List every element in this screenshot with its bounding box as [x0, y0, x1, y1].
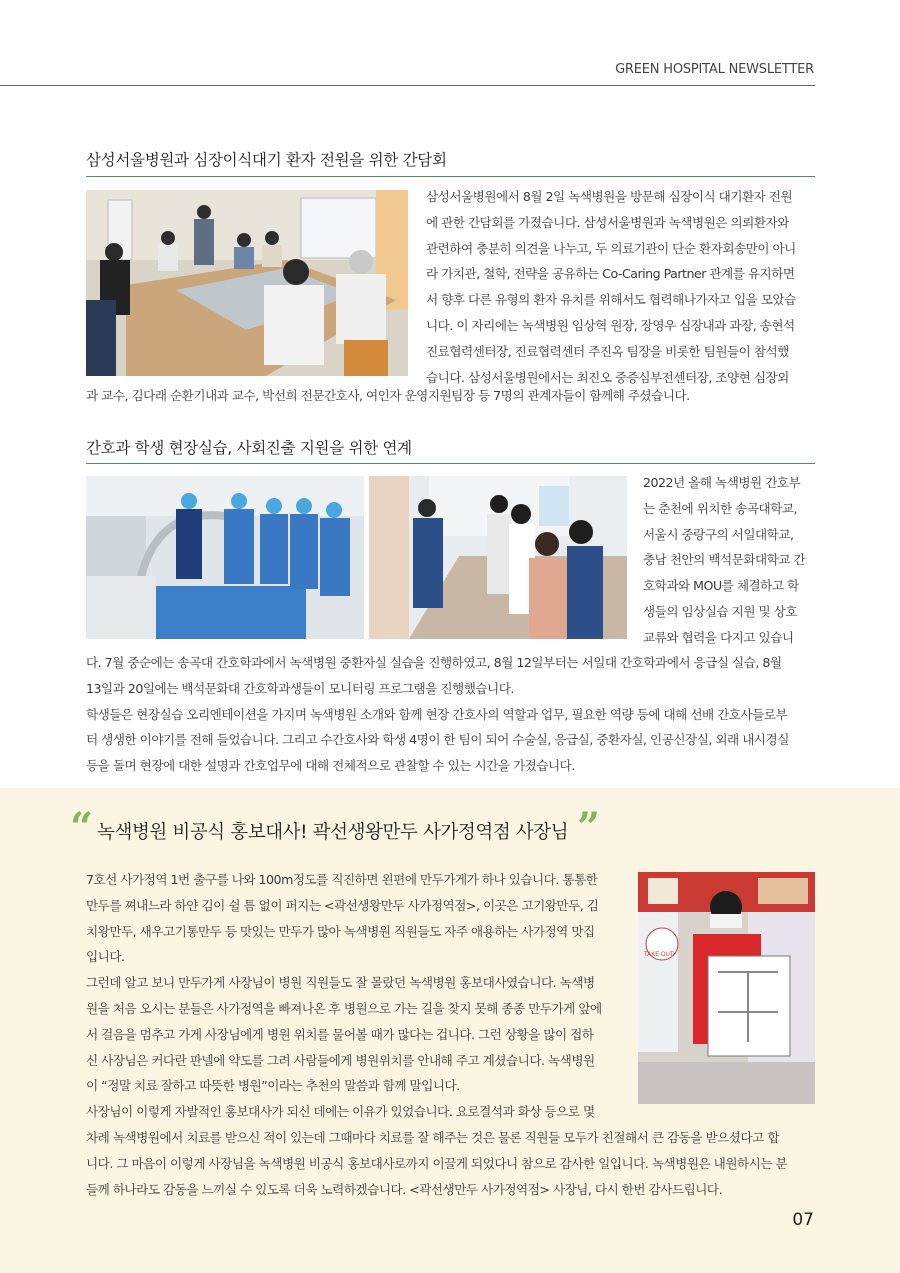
- text-line: 들께 하나라도 감동을 느끼실 수 있도록 더욱 노력하겠습니다. <곽선생만두 사가정역점> 사장님, 다시 한번 감사드립니다.: [86, 1181, 723, 1197]
- text-line: 등을 돌며 현장에 대한 설명과 간호업무에 대해 전체적으로 관찰할 수 있는 시간을 가졌습니다.: [86, 758, 575, 774]
- text-line: 사장님이 이렇게 자발적인 홍보대사가 되신 데에는 이유가 있었습니다. 요로결석과 화상 등으로 몇: [86, 1104, 595, 1120]
- section1-title: 삼성서울병원과 심장이식대기 환자 전원을 위한 간담회: [86, 151, 447, 169]
- section1-rule: [86, 176, 815, 177]
- section2-title: 간호과 학생 현장실습, 사회진출 지원을 위한 연계: [86, 439, 412, 457]
- text-line: 호학과와 MOU를 체결하고 학: [643, 578, 799, 594]
- text-line: 터 생생한 이야기를 전해 들었습니다. 그리고 수간호사와 학생 4명이 한 팀이 되어 수술실, 응급실, 중환자실, 인공신장실, 외래 내시경실: [86, 732, 789, 748]
- text-line: 교류와 협력을 다지고 있습니: [643, 629, 794, 645]
- text-line: 차례 녹색병원에서 치료를 받으신 적이 있는데 그때마다 치료를 잘 해주는 것은 물론 직원들 모두가 친절해서 큰 감동을 받으셨다고 합: [86, 1130, 779, 1145]
- section2-rule: [86, 463, 815, 464]
- section1-side-text: [426, 184, 815, 390]
- text-line: 에 관한 간담회를 가졌습니다. 삼성서울병원과 녹색병원은 의뢰환자와: [426, 214, 789, 230]
- text-line: 라 가치관, 철학, 전략을 공유하는 Co-Caring Partner 관계를 유지하면: [426, 266, 795, 282]
- text-line: 신 사장님은 커다란 판넬에 약도를 그려 사람들에게 병원위치를 안내해 주고 계셨습니다. 녹색병원: [86, 1052, 595, 1068]
- text-line: 13일과 20일에는 백석문화대 간호학과생들이 모니터링 프로그램을 진행했습니다.: [86, 680, 514, 696]
- text-line: 입니다.: [86, 949, 125, 965]
- photo-sign-text: TAKE OUT: [644, 952, 674, 958]
- open-quote-icon: “: [70, 804, 94, 851]
- text-line: 그런데 알고 보니 만두가게 사장님이 병원 직원들도 잘 몰랐던 녹색병원 홍보대사였습니다. 녹색병: [86, 975, 595, 991]
- hospital-tour-photo: [369, 476, 627, 639]
- text-line: 치왕만두, 새우고기통만두 등 맛있는 만두가 많아 녹색병원 직원들도 자주 애용하는 사가정역 맛집: [86, 923, 595, 939]
- text-line: 학생들은 현장실습 오리엔테이션을 가지며 녹색병원 소개와 함께 현장 간호사의 역할과 업무, 필요한 역량 등에 대해 선배 간호사들로부: [86, 706, 788, 722]
- shop-owner-photo: [638, 872, 815, 1104]
- text-line: 니다. 그 마음이 이렇게 사장님을 녹색병원 비공식 홍보대사로까지 이끌게 되었다니 참으로 감사한 일입니다. 녹색병원은 내원하시는 분: [86, 1155, 788, 1171]
- text-line: 충남 천안의 백석문화대학교 간: [643, 552, 806, 568]
- section2-full-text: [86, 650, 815, 779]
- meeting-photo: [86, 190, 408, 376]
- text-line: 원을 처음 오시는 분들은 사가정역을 빠져나온 후 병원으로 가는 길을 찾지 못해 종종 만두가게 앞에: [86, 1000, 602, 1016]
- text-line: 만두를 쪄내느라 하얀 김이 쉴 틈 없이 퍼지는 <곽선생왕만두 사가정역점>, 이곳은 고기왕만두, 김: [86, 897, 599, 913]
- text-line: 서 걸음을 멈추고 가게 사장님에게 병원 위치를 물어볼 때가 많다는 겁니다. 그런 상황을 많이 접하: [86, 1026, 594, 1042]
- text-line: 2022년 올해 녹색병원 간호부: [643, 475, 801, 490]
- close-quote-icon: ”: [577, 804, 601, 851]
- text-line: 관련하여 충분히 의견을 나누고, 두 의료기관이 단순 환자회송만이 아니: [426, 240, 796, 256]
- header-divider: [0, 85, 815, 86]
- section3-title: 녹색병원 비공식 홍보대사! 곽선생왕만두 사가정역점 사장님: [97, 822, 569, 843]
- section3-full-text: [86, 1125, 815, 1202]
- text-line: 니다. 이 자리에는 녹색병원 임상혁 원장, 장영우 심장내과 과장, 송현석: [426, 317, 795, 333]
- text-line: 삼성서울병원에서 8월 2일 녹색병원을 방문해 심장이식 대기환자 전원: [426, 189, 793, 204]
- text-line: 서 향후 다른 유형의 환자 유치를 위해서도 협력해나가자고 입을 모았습: [426, 292, 796, 308]
- newsletter-header-title: GREEN HOSPITAL NEWSLETTER: [615, 62, 814, 77]
- text-line: 이 “정말 치료 잘하고 따뜻한 병원”이라는 추천의 말씀과 함께 말입니다.: [86, 1078, 460, 1094]
- text-line: 진료협력센터장, 진료협력센터 주진옥 팀장을 비롯한 팀원들이 참석했: [426, 343, 789, 359]
- page-number: 07: [792, 1210, 814, 1230]
- text-line: 7호선 사가정역 1번 출구를 나와 100m정도를 직진하면 왼편에 만두가게가 하나 있습니다. 통통한: [86, 872, 598, 887]
- text-line: 다. 7월 중순에는 송곡대 간호학과에서 녹색병원 중환자실 실습을 진행하였고, 8월 12일부터는 서일대 간호학과에서 응급실 실습, 8월: [86, 655, 782, 670]
- text-line: 는 춘천에 위치한 송곡대학교,: [643, 500, 797, 516]
- text-line: 습니다. 삼성서울병원에서는 최진오 중증심부전센터장, 조양현 심장외: [426, 369, 789, 385]
- section1-full-text: [86, 383, 815, 409]
- text-line: 생들의 임상실습 지원 및 상호: [643, 603, 797, 619]
- text-line: 과 교수, 김다래 순환기내과 교수, 박선희 전문간호사, 여인자 운영지원팀장 등 7명의 관계자들이 함께해 주셨습니다.: [86, 388, 690, 403]
- operating-room-photo: [86, 476, 364, 639]
- text-line: 서울시 중랑구의 서일대학교,: [643, 526, 794, 542]
- section3-side-text: [86, 867, 622, 1125]
- section2-side-text: [643, 470, 815, 651]
